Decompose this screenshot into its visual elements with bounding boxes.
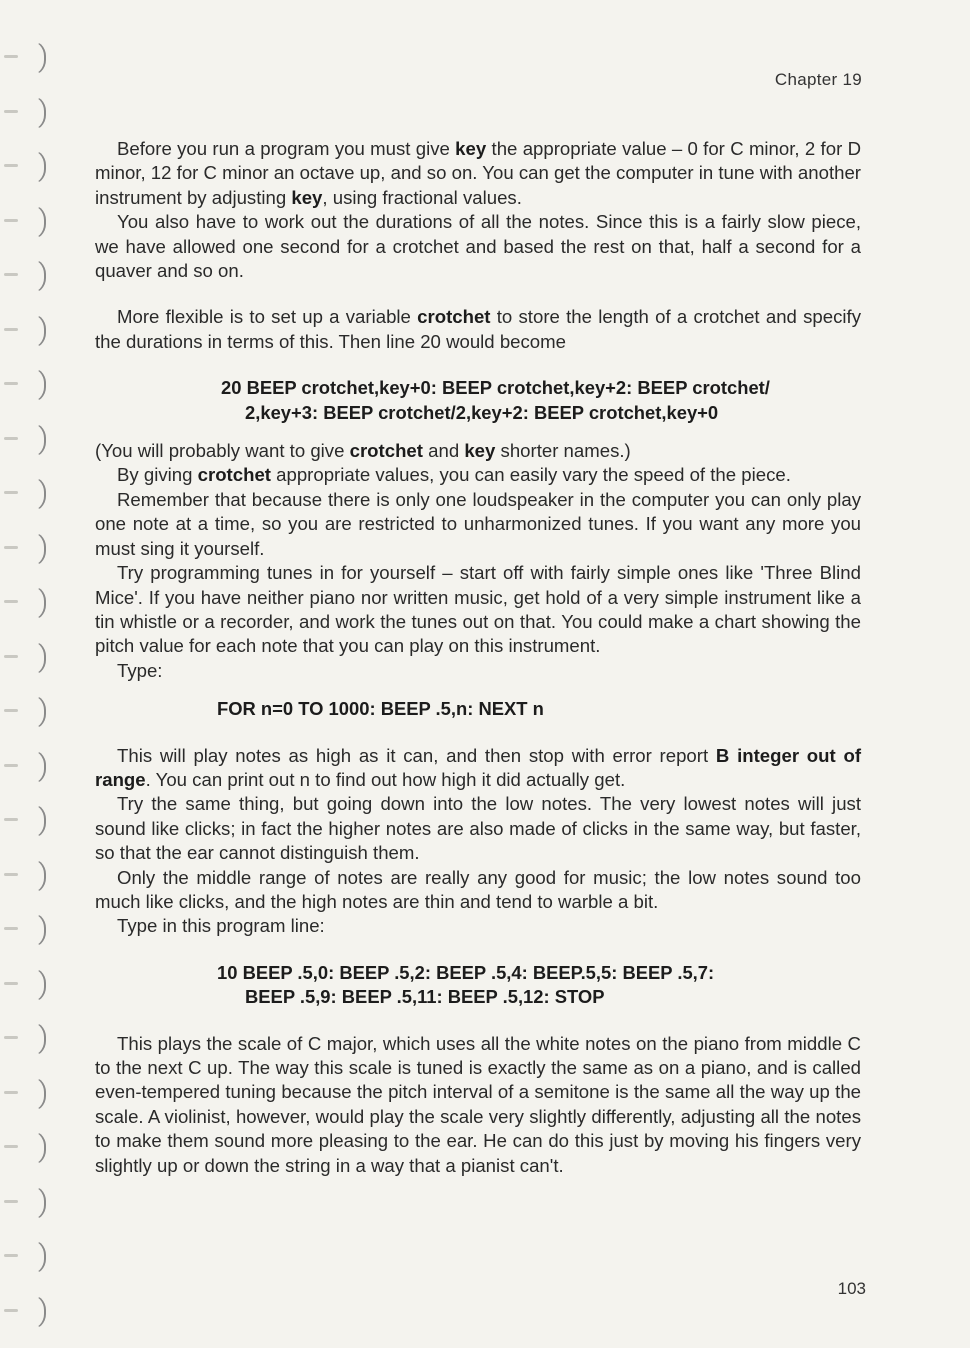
binding-ring [14, 1130, 46, 1166]
binding-ring [14, 1185, 46, 1221]
paragraph: Only the middle range of notes are really any good for music; the low notes sound too much like clicks, and the high notes are thin and tend to warble a bit. [95, 866, 861, 912]
binding-ring [14, 858, 46, 894]
binding-ring [14, 40, 46, 76]
binding-ring [14, 1021, 46, 1057]
keyword: crotchet [417, 306, 491, 328]
page-content [95, 137, 861, 1178]
paragraph: You also have to work out the durations of all the notes. Since this is a fairly slow piece, we have allowed one second for a crotchet and based the rest on that, half a second for a quaver and so on. [95, 211, 861, 282]
paragraph: This will play notes as high as it can, and then stop with error report B integer out of range. You can print out n to find out how high it did actually get. [95, 744, 862, 790]
binding-ring [14, 258, 46, 294]
binding-ring [14, 422, 46, 458]
paragraph: More flexible is to set up a variable crotchet to store the length of a crotchet and specify the durations in terms of this. Then line 20 would become [95, 306, 861, 352]
binding-ring [14, 640, 46, 676]
keyword: B integer out of range [95, 744, 862, 790]
paragraph: Remember that because there is only one loudspeaker in the computer you can only play one note at a time, so you are restricted to unharmonized tunes. If you want any more you must sing it yourself. [95, 488, 861, 559]
code-line: BEEP .5,9: BEEP .5,11: BEEP .5,12: STOP [245, 986, 605, 1008]
binding-ring [14, 95, 46, 131]
binding-ring [14, 1294, 46, 1330]
code-line: 2,key+3: BEEP crotchet/2,key+2: BEEP crotchet,key+0 [245, 401, 719, 423]
code-block [95, 697, 861, 721]
paragraph: By giving crotchet appropriate values, you can easily vary the speed of the piece. [117, 464, 791, 486]
binding-ring [14, 967, 46, 1003]
binding-ring [14, 749, 46, 785]
code-block [95, 961, 861, 1010]
chapter-header: Chapter 19 [774, 70, 862, 89]
keyword: crotchet [349, 440, 423, 462]
paragraph: Type in this program line: [117, 915, 325, 937]
binding-ring [14, 912, 46, 948]
page-number: 103 [837, 1279, 866, 1298]
code-line: 20 BEEP crotchet,key+0: BEEP crotchet,key+2: BEEP crotchet/ [221, 377, 770, 399]
keyword: key [291, 186, 323, 208]
paragraph: Try programming tunes in for yourself – start off with fairly simple ones like 'Three Blind Mice'. If you have neither piano nor written music, get hold of a very simple instrument like a tin whistle or a recorder, and work the tunes out on that. You could make a chart showing the pitch value for each note that you can play on this instrument. [95, 562, 861, 657]
code-line: FOR n=0 TO 1000: BEEP .5,n: NEXT n [217, 698, 544, 720]
paragraph: Type: [117, 659, 163, 681]
keyword: crotchet [197, 464, 271, 486]
keyword: key [455, 138, 487, 159]
binding-ring [14, 476, 46, 512]
paragraph: (You will probably want to give crotchet and key shorter names.) [95, 440, 631, 462]
paragraph: Before you run a program you must give key the appropriate value – 0 for C minor, 2 for D minor, 12 for C minor an octave up, and so on. You can get the computer in tune with another instrument by adjusting key, using fractional values. [95, 138, 862, 208]
paragraph: Try the same thing, but going down into the low notes. The very lowest notes will just sound like clicks; in fact the higher notes are also made of clicks in the same way, but faster, so that the ear cannot distinguish them. [95, 793, 861, 864]
paragraph: This plays the scale of C major, which uses all the white notes on the piano from middle C to the next C up. The way this scale is tuned is exactly the same as on a piano, and is called even-tempered tuning because the pitch interval of a semitone is the same all the way up the scale. A violinist, however, would play the scale very slightly differently, adjusting all the notes to make them sound more pleasing to the ear. He can do this just by moving his fingers very slightly up or down the string in a way that a pianist can't. [95, 1032, 861, 1176]
binding-ring [14, 694, 46, 730]
code-line: 10 BEEP .5,0: BEEP .5,2: BEEP .5,4: BEEP.5,5: BEEP .5,7: [217, 961, 715, 983]
binding-ring [14, 531, 46, 567]
code-block [95, 376, 861, 425]
binding-ring [14, 585, 46, 621]
spiral-binding [0, 0, 60, 1348]
keyword: key [464, 440, 496, 462]
binding-ring [14, 313, 46, 349]
binding-ring [14, 1076, 46, 1112]
binding-ring [14, 367, 46, 403]
binding-ring [14, 803, 46, 839]
binding-ring [14, 204, 46, 240]
binding-ring [14, 1239, 46, 1275]
binding-ring [14, 149, 46, 185]
